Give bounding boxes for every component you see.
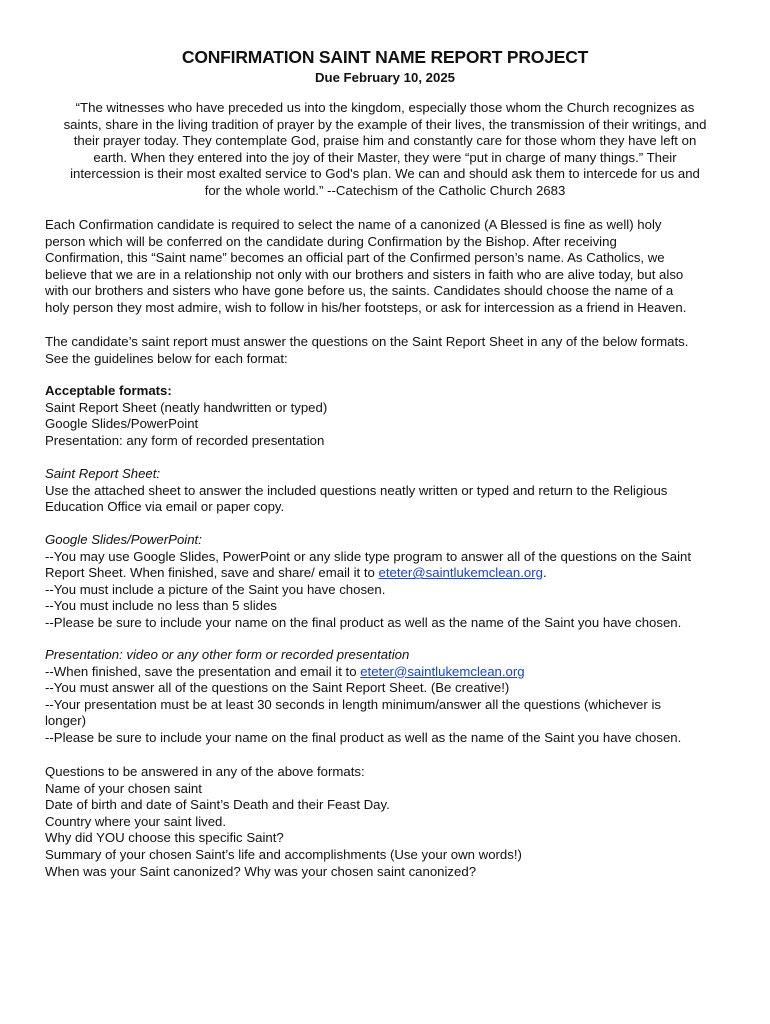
due-date: Due February 10, 2025 xyxy=(314,70,455,85)
presentation-heading: Presentation: video or any other form or recorded presentation xyxy=(45,647,410,662)
slides-line: --You must include a picture of the Saint you have chosen. xyxy=(45,581,386,597)
catechism-quote xyxy=(40,100,730,200)
quote-line: their prayer today. They contemplate God, praise him and constantly care for those whom they have left on xyxy=(73,133,697,149)
intro-line: Confirmation, this “Saint name” becomes an official part of the Confirmed person’s name. As Catholics, we xyxy=(45,250,665,266)
presentation-line xyxy=(45,664,735,681)
format-item: Google Slides/PowerPoint xyxy=(45,416,199,432)
quote-line: for the whole world.” --Catechism of the Catholic Church 2683 xyxy=(204,182,566,198)
intro-line: person which will be conferred on the candidate during Confirmation by the Bishop. After receiving xyxy=(45,233,617,249)
intro-line: holy person they most admire, wish to follow in his/her footsteps, or ask for intercession as a friend in Heaven. xyxy=(45,299,687,315)
slides-line xyxy=(45,565,735,582)
slides-line: --You must include no less than 5 slides xyxy=(45,598,277,614)
presentation-line-prefix: --When finished, save the presentation and email it to xyxy=(45,663,361,679)
intro-line: believe that we are in a relationship not only with our brothers and sisters in faith who are alive today, but also xyxy=(45,266,684,282)
slides-line-prefix: Report Sheet. When finished, save and share/ email it to xyxy=(45,565,379,581)
email-link[interactable]: eteter@saintlukemclean.org xyxy=(378,565,543,581)
slides-line: --Please be sure to include your name on the final product as well as the name of the Saint you have chosen. xyxy=(45,614,682,630)
slides-heading: Google Slides/PowerPoint: xyxy=(45,532,202,547)
intro-line: with our brothers and sisters who have gone before us, the saints. Candidates should choose the name of a xyxy=(45,283,674,299)
guidelines-line: See the guidelines below for each format: xyxy=(45,350,288,366)
formats-heading: Acceptable formats: xyxy=(45,383,172,398)
presentation-line: --You must answer all of the questions on the Saint Report Sheet. (Be creative!) xyxy=(45,680,510,696)
question-item: Country where your saint lived. xyxy=(45,813,227,829)
slides-line-suffix: . xyxy=(542,565,547,581)
question-item: When was your Saint canonized? Why was your chosen saint canonized? xyxy=(45,863,477,879)
report-sheet-section xyxy=(45,466,735,516)
intro-paragraph xyxy=(45,217,735,317)
intro-line: Each Confirmation candidate is required to select the name of a canonized (A Blessed is fine as well) holy xyxy=(45,217,662,232)
question-item: Why did YOU choose this specific Saint? xyxy=(45,830,284,846)
quote-line: saints, share in the living tradition of prayer by the example of their lives, the transmission of their writings, and xyxy=(63,116,707,132)
slides-section xyxy=(45,532,735,632)
presentation-line: --Your presentation must be at least 30 seconds in length minimum/answer all the questions (whichever is xyxy=(45,696,661,712)
report-sheet-line: Use the attached sheet to answer the included questions neatly written or typed and return to the Religious xyxy=(45,482,668,498)
presentation-section xyxy=(45,647,735,747)
question-item: Date of birth and date of Saint’s Death and their Feast Day. xyxy=(45,797,390,813)
presentation-line: --Please be sure to include your name on the final product as well as the name of the Saint you have chosen. xyxy=(45,729,682,745)
guidelines-paragraph xyxy=(45,334,735,367)
presentation-line: longer) xyxy=(45,713,87,729)
question-item: Name of your chosen saint xyxy=(45,780,202,796)
slides-line: --You may use Google Slides, PowerPoint or any slide type program to answer all of the questions on the Saint xyxy=(45,548,692,564)
format-item: Presentation: any form of recorded presentation xyxy=(45,432,325,448)
guidelines-line: The candidate’s saint report must answer the questions on the Saint Report Sheet in any of the below formats. xyxy=(45,334,689,349)
quote-line: intercession is their most exalted service to God's plan. We can and should ask them to intercede for us and xyxy=(70,166,700,182)
questions-section xyxy=(45,764,735,880)
quote-line: “The witnesses who have preceded us into the kingdom, especially those whom the Church recognizes as xyxy=(75,100,695,115)
quote-line: earth. When they entered into the joy of their Master, they were “put in charge of many things.” Their xyxy=(93,149,677,165)
report-sheet-line: Education Office via email or paper copy. xyxy=(45,499,285,515)
page-title: CONFIRMATION SAINT NAME REPORT PROJECT xyxy=(181,47,589,67)
questions-heading: Questions to be answered in any of the above formats: xyxy=(45,764,365,779)
report-sheet-heading: Saint Report Sheet: xyxy=(45,466,161,481)
email-link[interactable]: eteter@saintlukemclean.org xyxy=(360,663,525,679)
question-item: Summary of your chosen Saint’s life and accomplishments (Use your own words!) xyxy=(45,846,522,862)
format-item: Saint Report Sheet (neatly handwritten or typed) xyxy=(45,399,328,415)
formats-section xyxy=(45,383,735,449)
